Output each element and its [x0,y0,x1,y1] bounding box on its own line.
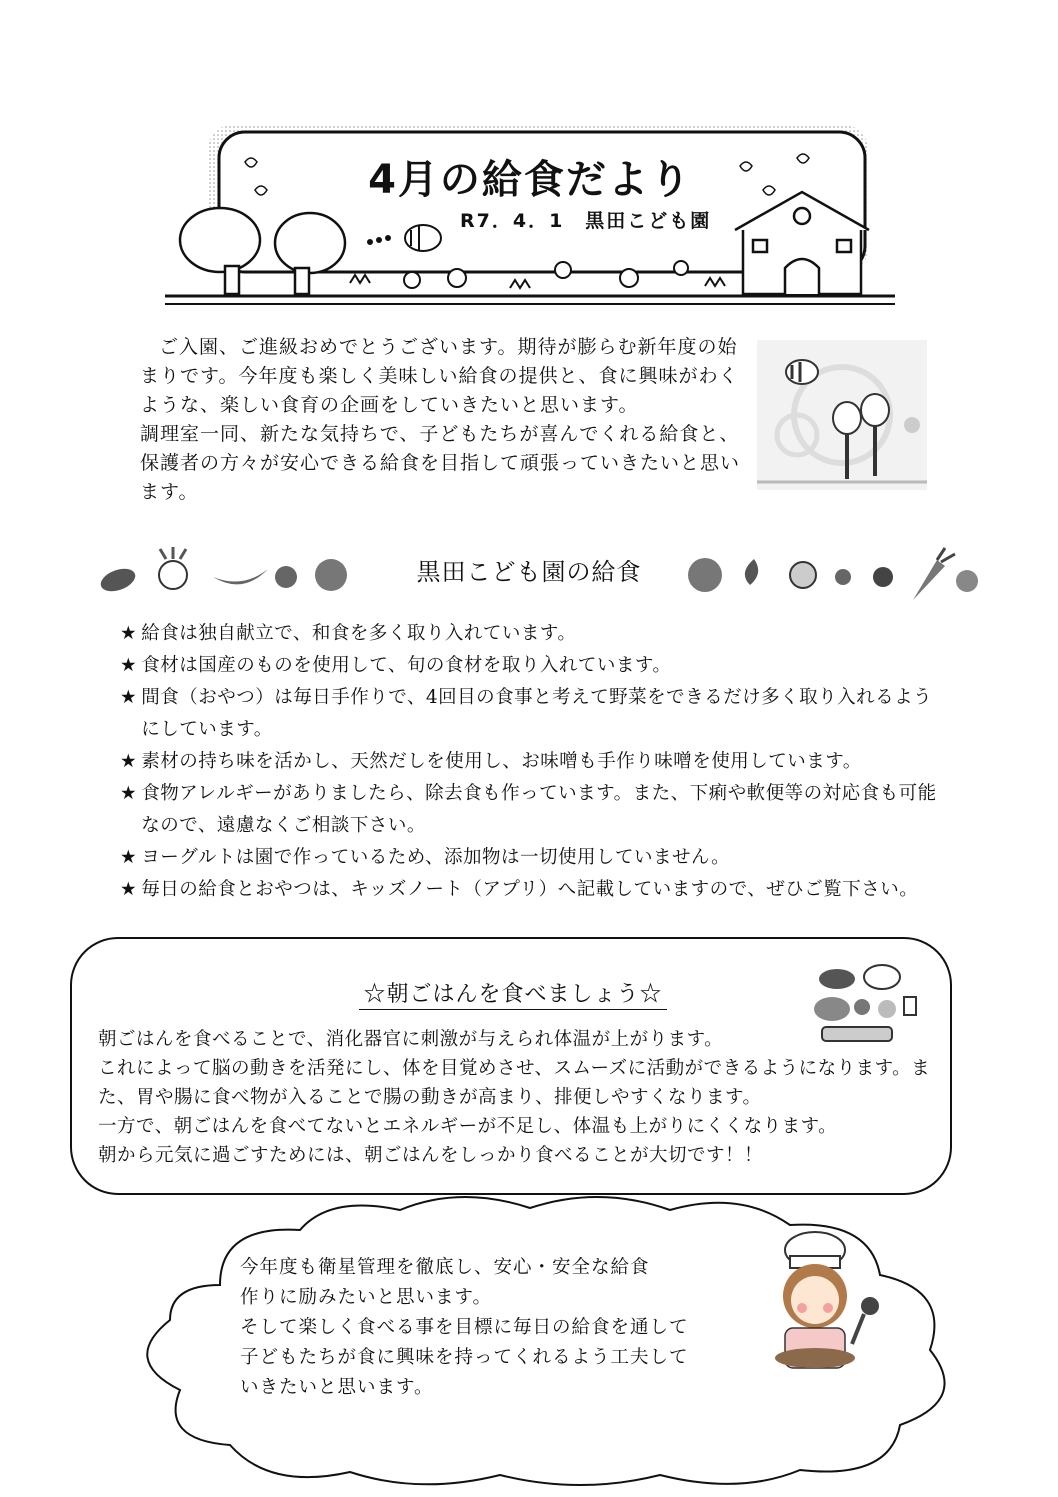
list-item: ★ 素材の持ち味を活かし、天然だしを使用し、お味噌も手作り味噌を使用しています。 [120,751,862,772]
list-item: ★ 間食（おやつ）は毎日手作りで、4回目の食事と考えて野菜をできるだけ多く取り入れるようにしています。 [120,687,933,740]
strawberry-icon [835,569,851,585]
date-and-school: R7．4．1 黒田こども園 [460,210,712,232]
intro-text [140,333,750,507]
vegetable-icons-right [685,545,985,605]
list-item: ★ 給食は独自献立で、和食を多く取り入れています。 [120,623,577,644]
header-banner [165,118,895,318]
breakfast-text: 朝ごはんを食べることで、消化器官に刺激が与えられ体温が上がります。 これによって脳の動きを活発にし、体を目覚めさせ、スムーズに活動ができるようになります。また、胃や腸に食べ物が入ることで腸の動きが高まり、排便しやすくなります。 一方で、朝ごはんを食べてないとエネルギーが不足し、体温も上がりにくくなります。 朝から元気に過ごすためには、朝ごはんをしっかり食べることが大切です！！ [98,1029,931,1166]
list-item: ★ 食物アレルギーがありましたら、除去食も作っています。また、下痢や軟便等の対応食も可能なので、遠慮なくご相談下さい。 [120,783,937,836]
list-item: ★ ヨーグルトは園で作っているため、添加物は一切使用していません。 [120,847,731,868]
intro-paragraph: ご入園、ご進級おめでとうございます。期待が膨らむ新年度の始まりです。今年度も楽しく美味しい給食の提供と、食に興味がわくような、楽しい食育の企画をしていきたいと思います。 [140,336,739,416]
chef-girl-icon [760,1228,890,1378]
breakfast-title: ☆朝ごはんを食べましょう☆ [72,977,954,1008]
tomato-icon [956,570,978,592]
intro-paragraph: 調理室一同、新たな気持ちで、子どもたちが喜んでくれる給食と、保護者の方々が安心できる給食を目指して頑張っていきたいと思います。 [140,423,741,503]
bee-and-spoons-icon [757,340,927,490]
tomato-icon [873,567,893,587]
breakfast-box [70,937,952,1195]
onion-icon [745,559,758,585]
onion-icon [790,562,816,588]
apple-icon [688,558,722,592]
list-item: ★ 毎日の給食とおやつは、キッズノート（アプリ）へ記載していますので、ぜひご覧下さい。 [120,879,919,900]
list-item: ★ 食材は国産のものを使用して、旬の食材を取り入れています。 [120,655,672,676]
lunch-heading: 黒田こども園の給食 [416,558,642,586]
page-title: 4月の給食だより [368,157,692,203]
carrot-icon [913,560,945,600]
lunch-features-list [120,618,950,906]
closing-message: 今年度も衛星管理を徹底し、安心・安全な給食 作りに励みたいと思います。 そして楽しく食べる事を目標に毎日の給食を通して 子どもたちが食に興味を持ってくれるよう工夫して いきたいと思います。 [240,1257,689,1398]
